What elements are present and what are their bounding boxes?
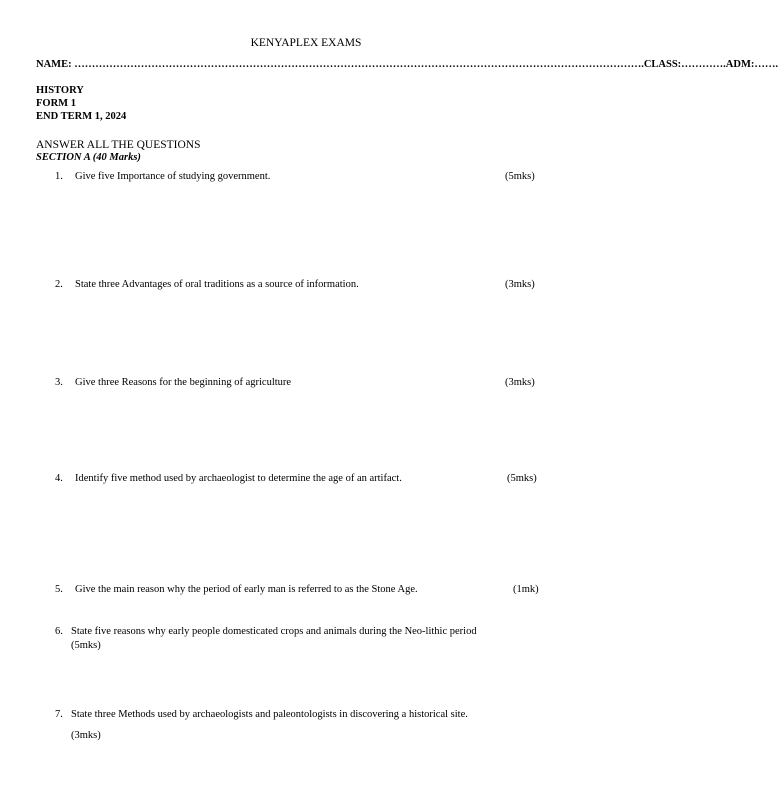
term-label: END TERM 1, 2024 <box>36 111 127 122</box>
question-marks: (3mks) <box>505 377 535 388</box>
question-7 <box>55 709 565 749</box>
question-number: 3. <box>55 377 63 388</box>
form-label: FORM 1 <box>36 98 76 109</box>
school-title: KENYAPLEX EXAMS <box>250 37 362 49</box>
question-text: State three Methods used by archaeologists and paleontologists in discovering a historical site. <box>71 709 468 720</box>
question-marks: (5mks) <box>505 171 535 182</box>
subject-label: HISTORY <box>36 85 84 96</box>
question-number: 6. <box>55 626 63 637</box>
question-text: Give the main reason why the period of early man is referred to as the Stone Age. <box>75 584 418 595</box>
name-class-adm-line: NAME: ……………………………………………………………………………………………………………………………………………….CLASS:………….ADM:……. <box>36 59 778 70</box>
question-number: 4. <box>55 473 63 484</box>
question-marks: (3mks) <box>71 730 101 741</box>
question-marks: (1mk) <box>513 584 539 595</box>
question-marks: (3mks) <box>505 279 535 290</box>
question-number: 5. <box>55 584 63 595</box>
question-number: 1. <box>55 171 63 182</box>
section-title: SECTION A (40 Marks) <box>36 152 141 163</box>
question-marks: (5mks) <box>71 640 101 651</box>
question-number: 7. <box>55 709 63 720</box>
instructions: ANSWER ALL THE QUESTIONS <box>36 139 201 151</box>
question-marks: (5mks) <box>507 473 537 484</box>
question-text: Give five Importance of studying government. <box>75 171 271 182</box>
question-text: Give three Reasons for the beginning of agriculture <box>75 377 292 388</box>
question-text: State five reasons why early people domesticated crops and animals during the Neo-lithic period <box>71 626 477 637</box>
question-number: 2. <box>55 279 63 290</box>
question-text: State three Advantages of oral traditions as a source of information. <box>75 279 359 290</box>
question-6 <box>55 626 565 656</box>
question-text: Identify five method used by archaeologist to determine the age of an artifact. <box>75 473 402 484</box>
